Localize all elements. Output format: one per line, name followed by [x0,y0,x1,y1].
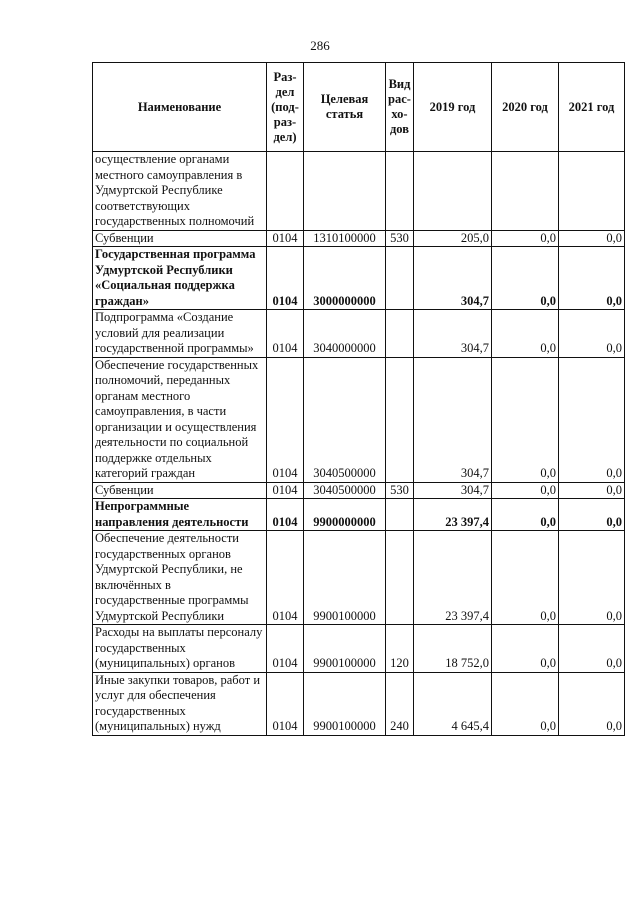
row-target: 9900100000 [304,672,386,735]
row-2020: 0,0 [492,310,559,358]
row-2020: 0,0 [492,482,559,499]
row-expense: 530 [386,482,414,499]
row-2021: 0,0 [559,672,625,735]
row-target: 9900100000 [304,625,386,673]
row-name: Обеспечение государственных полномочий, переданных органам местного самоуправления, в части организации и осуществления деятельности по социальной поддержке отдельных категорий граждан [93,357,267,482]
row-section: 0104 [267,310,304,358]
row-expense [386,531,414,625]
row-name: Иные закупки товаров, работ и услуг для обеспечения государственных (муниципальных) нужд [93,672,267,735]
row-name: Обеспечение деятельности государственных органов Удмуртской Республики, не включённых в государственные программы Удмуртской Республики [93,531,267,625]
row-2021 [559,152,625,231]
row-expense [386,152,414,231]
row-2019 [414,152,492,231]
row-name: Субвенции [93,482,267,499]
row-expense [386,310,414,358]
row-2019: 4 645,4 [414,672,492,735]
row-expense [386,247,414,310]
table-body [93,152,625,736]
table-row [93,310,625,358]
row-2021: 0,0 [559,247,625,310]
row-2021: 0,0 [559,499,625,531]
header-2021-text: 2021 год [568,99,615,114]
header-target-text: Целевая статья [320,92,369,121]
header-2020-text: 2020 год [502,99,548,114]
header-section [267,63,304,152]
row-2020: 0,0 [492,672,559,735]
row-section: 0104 [267,482,304,499]
row-expense: 120 [386,625,414,673]
row-2020 [492,152,559,231]
row-2019: 304,7 [414,310,492,358]
header-target [304,63,386,152]
row-2021: 0,0 [559,531,625,625]
table-row [93,152,625,231]
row-target [304,152,386,231]
table-row [93,230,625,247]
table-row [93,482,625,499]
row-section: 0104 [267,625,304,673]
row-name: Подпрограмма «Создание условий для реализации государственной программы» [93,310,267,358]
page-number: 286 [310,38,330,53]
row-section [267,152,304,231]
row-section: 0104 [267,672,304,735]
header-expense-text: Вид рас- хо- дов [388,77,411,136]
budget-table [92,62,625,736]
row-expense [386,357,414,482]
row-2019: 205,0 [414,230,492,247]
header-2021 [559,63,625,152]
row-name: Субвенции [93,230,267,247]
row-name: Расходы на выплаты персоналу государственных (муниципальных) органов [93,625,267,673]
table-row [93,247,625,310]
row-target: 3040500000 [304,482,386,499]
row-2020: 0,0 [492,230,559,247]
row-2020: 0,0 [492,625,559,673]
row-2019: 304,7 [414,357,492,482]
row-target: 1310100000 [304,230,386,247]
header-name-text: Наименование [137,99,222,114]
row-2019: 304,7 [414,482,492,499]
row-2021: 0,0 [559,310,625,358]
row-2020: 0,0 [492,499,559,531]
row-target: 3040000000 [304,310,386,358]
row-section: 0104 [267,230,304,247]
row-2019: 23 397,4 [414,499,492,531]
row-2019: 18 752,0 [414,625,492,673]
row-expense: 530 [386,230,414,247]
row-section: 0104 [267,531,304,625]
row-target: 3040500000 [304,357,386,482]
row-name: Государственная программа Удмуртской Республики «Социальная поддержка граждан» [93,247,267,310]
table-row [93,499,625,531]
table-row [93,625,625,673]
row-2021: 0,0 [559,482,625,499]
row-section: 0104 [267,357,304,482]
row-target: 3000000000 [304,247,386,310]
header-expense [386,63,414,152]
header-2019 [414,63,492,152]
table-row [93,672,625,735]
row-2019: 23 397,4 [414,531,492,625]
row-2021: 0,0 [559,357,625,482]
header-section-text: Раз- дел (под- раз- дел) [271,69,299,144]
row-section: 0104 [267,499,304,531]
header-2020 [492,63,559,152]
row-target: 9900000000 [304,499,386,531]
row-expense [386,499,414,531]
header-2019-text: 2019 год [429,99,476,114]
header-name [93,63,267,152]
row-2020: 0,0 [492,357,559,482]
row-expense: 240 [386,672,414,735]
row-section: 0104 [267,247,304,310]
row-2021: 0,0 [559,625,625,673]
table-row [93,531,625,625]
row-2019: 304,7 [414,247,492,310]
row-2020: 0,0 [492,247,559,310]
row-2021: 0,0 [559,230,625,247]
row-name: осуществление органами местного самоуправления в Удмуртской Республике соответствующих государственных полномочий [93,152,267,231]
table-header-row [93,63,625,152]
row-2020: 0,0 [492,531,559,625]
row-target: 9900100000 [304,531,386,625]
table-row [93,357,625,482]
row-name: Непрограммные направления деятельности [93,499,267,531]
